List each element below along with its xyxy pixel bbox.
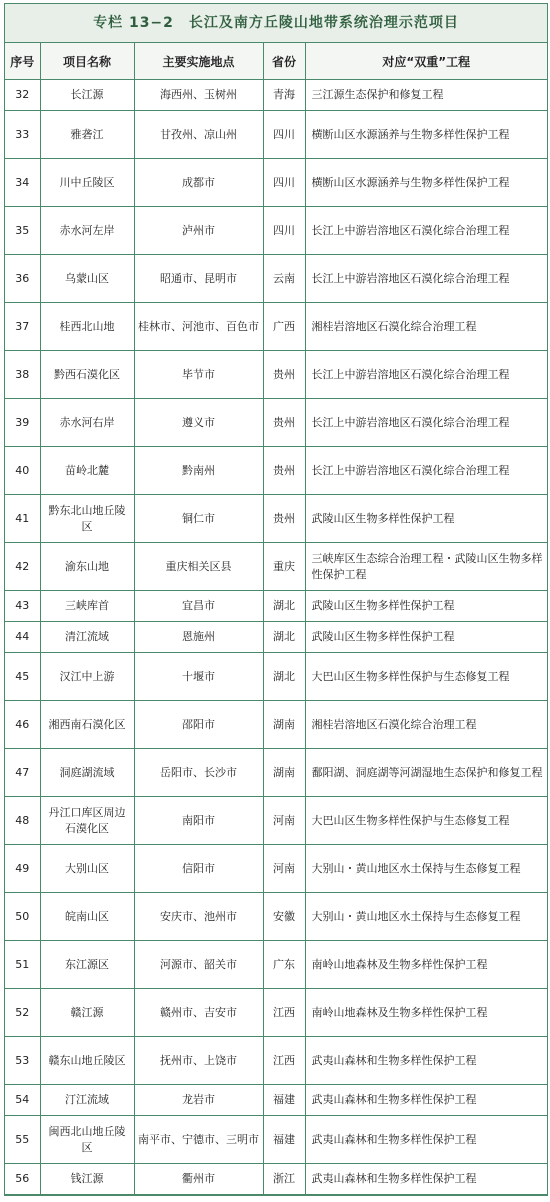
- cell-province: 贵州: [263, 447, 305, 495]
- cell-no: 55: [5, 1116, 40, 1164]
- cell-province: 广西: [263, 303, 305, 351]
- cell-project: 长江上中游岩溶地区石漠化综合治理工程: [305, 351, 547, 399]
- cell-project: 湘桂岩溶地区石漠化综合治理工程: [305, 701, 547, 749]
- cell-project: 三江源生态保护和修复工程: [305, 80, 547, 111]
- cell-project: 南岭山地森林及生物多样性保护工程: [305, 941, 547, 989]
- cell-no: 38: [5, 351, 40, 399]
- table-row: [5, 80, 547, 111]
- cell-project: 长江上中游岩溶地区石漠化综合治理工程: [305, 447, 547, 495]
- cell-no: 35: [5, 207, 40, 255]
- cell-project: 武夷山森林和生物多样性保护工程: [305, 1037, 547, 1085]
- cell-province: 安徽: [263, 893, 305, 941]
- cell-project: 南岭山地森林及生物多样性保护工程: [305, 989, 547, 1037]
- table-row: [5, 893, 547, 941]
- cell-province: 广东: [263, 941, 305, 989]
- table-row: [5, 495, 547, 543]
- cell-name: 丹江口库区周边石漠化区: [40, 797, 134, 845]
- table-row: [5, 989, 547, 1037]
- header-province: 省份: [263, 43, 305, 80]
- cell-province: 湖南: [263, 701, 305, 749]
- table-row: [5, 591, 547, 622]
- header-project: 对应“双重”工程: [305, 43, 547, 80]
- table-row: [5, 1164, 547, 1195]
- cell-no: 42: [5, 543, 40, 591]
- cell-location: 铜仁市: [134, 495, 263, 543]
- cell-no: 34: [5, 159, 40, 207]
- cell-name: 桂西北山地: [40, 303, 134, 351]
- cell-province: 重庆: [263, 543, 305, 591]
- cell-no: 36: [5, 255, 40, 303]
- cell-location: 赣州市、吉安市: [134, 989, 263, 1037]
- table-row: [5, 845, 547, 893]
- cell-location: 成都市: [134, 159, 263, 207]
- cell-name: 汀江流域: [40, 1085, 134, 1116]
- header-location: 主要实施地点: [134, 43, 263, 80]
- cell-location: 泸州市: [134, 207, 263, 255]
- cell-project: 鄱阳湖、洞庭湖等河湖湿地生态保护和修复工程: [305, 749, 547, 797]
- cell-name: 湘西南石漠化区: [40, 701, 134, 749]
- cell-name: 赣江源: [40, 989, 134, 1037]
- cell-location: 桂林市、河池市、百色市: [134, 303, 263, 351]
- table-row: [5, 255, 547, 303]
- cell-province: 贵州: [263, 495, 305, 543]
- header-no: 序号: [5, 43, 40, 80]
- cell-name: 川中丘陵区: [40, 159, 134, 207]
- table-row: [5, 207, 547, 255]
- cell-name: 洞庭湖流域: [40, 749, 134, 797]
- cell-project: 武夷山森林和生物多样性保护工程: [305, 1164, 547, 1195]
- table-body: [5, 80, 547, 1195]
- cell-project: 湘桂岩溶地区石漠化综合治理工程: [305, 303, 547, 351]
- cell-project: 大巴山区生物多样性保护与生态修复工程: [305, 797, 547, 845]
- table-row: [5, 622, 547, 653]
- cell-location: 衢州市: [134, 1164, 263, 1195]
- cell-no: 56: [5, 1164, 40, 1195]
- cell-project: 横断山区水源涵养与生物多样性保护工程: [305, 111, 547, 159]
- header-name: 项目名称: [40, 43, 134, 80]
- table-row: [5, 159, 547, 207]
- table-row: [5, 797, 547, 845]
- cell-no: 51: [5, 941, 40, 989]
- cell-name: 大别山区: [40, 845, 134, 893]
- cell-name: 渝东山地: [40, 543, 134, 591]
- cell-project: 大别山・黄山地区水土保持与生态修复工程: [305, 845, 547, 893]
- table-row: [5, 111, 547, 159]
- cell-location: 甘孜州、凉山州: [134, 111, 263, 159]
- cell-name: 皖南山区: [40, 893, 134, 941]
- cell-name: 东江源区: [40, 941, 134, 989]
- cell-no: 33: [5, 111, 40, 159]
- table-row: [5, 303, 547, 351]
- cell-location: 海西州、玉树州: [134, 80, 263, 111]
- cell-project: 横断山区水源涵养与生物多样性保护工程: [305, 159, 547, 207]
- cell-province: 福建: [263, 1085, 305, 1116]
- cell-project: 大别山・黄山地区水土保持与生态修复工程: [305, 893, 547, 941]
- cell-name: 赣东山地丘陵区: [40, 1037, 134, 1085]
- cell-province: 云南: [263, 255, 305, 303]
- cell-no: 54: [5, 1085, 40, 1116]
- cell-province: 浙江: [263, 1164, 305, 1195]
- cell-location: 龙岩市: [134, 1085, 263, 1116]
- cell-location: 南平市、宁德市、三明市: [134, 1116, 263, 1164]
- cell-location: 昭通市、昆明市: [134, 255, 263, 303]
- cell-no: 41: [5, 495, 40, 543]
- cell-location: 抚州市、上饶市: [134, 1037, 263, 1085]
- cell-project: 武夷山森林和生物多样性保护工程: [305, 1085, 547, 1116]
- cell-project: 武夷山森林和生物多样性保护工程: [305, 1116, 547, 1164]
- table-row: [5, 351, 547, 399]
- cell-name: 汉江中上游: [40, 653, 134, 701]
- cell-name: 赤水河右岸: [40, 399, 134, 447]
- cell-location: 重庆相关区县: [134, 543, 263, 591]
- header-row: [5, 43, 547, 80]
- cell-no: 47: [5, 749, 40, 797]
- cell-province: 贵州: [263, 399, 305, 447]
- cell-no: 40: [5, 447, 40, 495]
- cell-name: 黔西石漠化区: [40, 351, 134, 399]
- table-row: [5, 941, 547, 989]
- table-row: [5, 1116, 547, 1164]
- cell-province: 湖北: [263, 653, 305, 701]
- table-panel: [4, 3, 548, 1196]
- cell-project: 武陵山区生物多样性保护工程: [305, 622, 547, 653]
- cell-no: 39: [5, 399, 40, 447]
- cell-name: 清江流域: [40, 622, 134, 653]
- table-row: [5, 543, 547, 591]
- table-row: [5, 749, 547, 797]
- table-row: [5, 1085, 547, 1116]
- cell-province: 湖南: [263, 749, 305, 797]
- cell-name: 雅砻江: [40, 111, 134, 159]
- cell-province: 福建: [263, 1116, 305, 1164]
- cell-name: 钱江源: [40, 1164, 134, 1195]
- cell-province: 河南: [263, 845, 305, 893]
- cell-name: 黔东北山地丘陵区: [40, 495, 134, 543]
- cell-location: 宜昌市: [134, 591, 263, 622]
- cell-location: 南阳市: [134, 797, 263, 845]
- cell-project: 三峡库区生态综合治理工程・武陵山区生物多样性保护工程: [305, 543, 547, 591]
- cell-name: 乌蒙山区: [40, 255, 134, 303]
- cell-project: 长江上中游岩溶地区石漠化综合治理工程: [305, 207, 547, 255]
- cell-province: 湖北: [263, 591, 305, 622]
- cell-province: 四川: [263, 111, 305, 159]
- cell-project: 武陵山区生物多样性保护工程: [305, 591, 547, 622]
- table-title: 专栏 13−2 长江及南方丘陵山地带系统治理示范项目: [5, 4, 547, 43]
- cell-no: 44: [5, 622, 40, 653]
- cell-province: 江西: [263, 989, 305, 1037]
- cell-location: 黔南州: [134, 447, 263, 495]
- cell-province: 青海: [263, 80, 305, 111]
- cell-location: 邵阳市: [134, 701, 263, 749]
- table-row: [5, 447, 547, 495]
- cell-no: 48: [5, 797, 40, 845]
- cell-province: 贵州: [263, 351, 305, 399]
- cell-no: 49: [5, 845, 40, 893]
- cell-location: 安庆市、池州市: [134, 893, 263, 941]
- cell-name: 苗岭北麓: [40, 447, 134, 495]
- cell-no: 52: [5, 989, 40, 1037]
- table-row: [5, 399, 547, 447]
- cell-no: 46: [5, 701, 40, 749]
- table-row: [5, 701, 547, 749]
- cell-location: 遵义市: [134, 399, 263, 447]
- cell-no: 43: [5, 591, 40, 622]
- cell-project: 大巴山区生物多样性保护与生态修复工程: [305, 653, 547, 701]
- cell-location: 河源市、韶关市: [134, 941, 263, 989]
- cell-project: 武陵山区生物多样性保护工程: [305, 495, 547, 543]
- cell-location: 恩施州: [134, 622, 263, 653]
- cell-province: 四川: [263, 207, 305, 255]
- cell-province: 四川: [263, 159, 305, 207]
- cell-no: 53: [5, 1037, 40, 1085]
- cell-project: 长江上中游岩溶地区石漠化综合治理工程: [305, 255, 547, 303]
- cell-no: 50: [5, 893, 40, 941]
- cell-name: 三峡库首: [40, 591, 134, 622]
- cell-province: 河南: [263, 797, 305, 845]
- projects-table: [5, 43, 547, 1195]
- cell-location: 岳阳市、长沙市: [134, 749, 263, 797]
- table-row: [5, 653, 547, 701]
- cell-location: 十堰市: [134, 653, 263, 701]
- cell-no: 45: [5, 653, 40, 701]
- table-row: [5, 1037, 547, 1085]
- cell-name: 闽西北山地丘陵区: [40, 1116, 134, 1164]
- cell-no: 32: [5, 80, 40, 111]
- cell-no: 37: [5, 303, 40, 351]
- cell-location: 毕节市: [134, 351, 263, 399]
- cell-province: 湖北: [263, 622, 305, 653]
- cell-name: 赤水河左岸: [40, 207, 134, 255]
- cell-name: 长江源: [40, 80, 134, 111]
- cell-location: 信阳市: [134, 845, 263, 893]
- cell-province: 江西: [263, 1037, 305, 1085]
- cell-project: 长江上中游岩溶地区石漠化综合治理工程: [305, 399, 547, 447]
